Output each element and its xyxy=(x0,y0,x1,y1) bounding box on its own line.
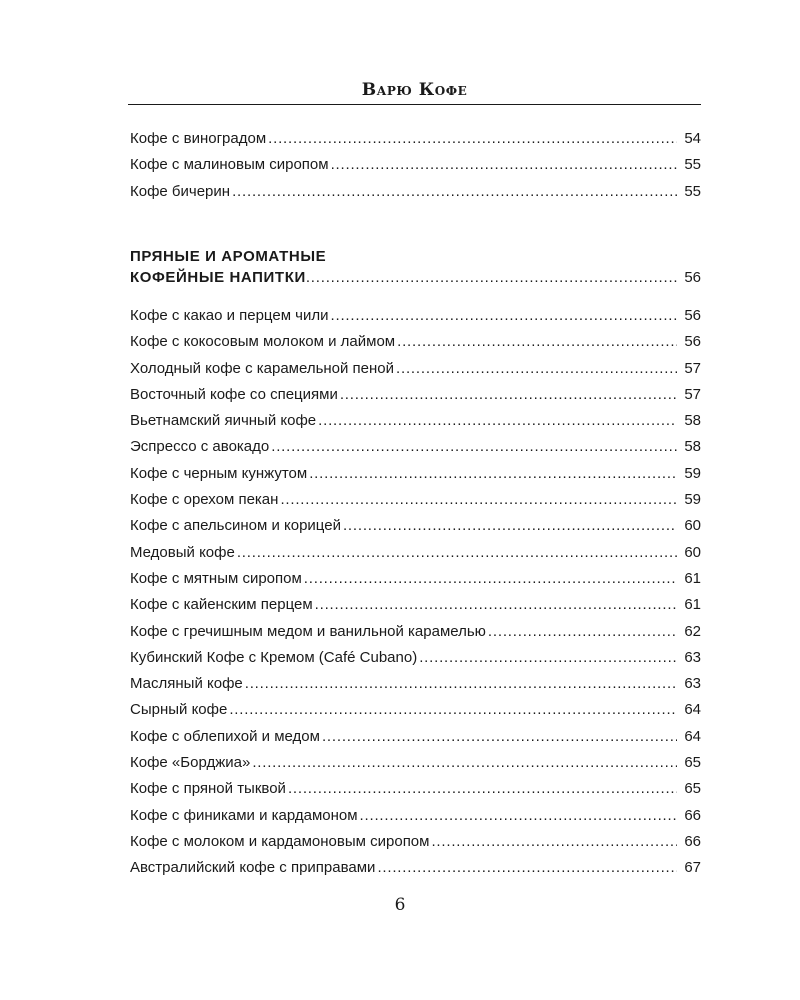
toc-entry[interactable] xyxy=(130,329,701,355)
toc-leader-dots xyxy=(377,855,677,881)
toc-entry-title: Кофе с кокосовым молоком и лаймом xyxy=(130,333,396,351)
toc-leader-dots xyxy=(397,329,677,355)
toc-entry[interactable] xyxy=(130,671,701,697)
toc-entry-title: Кофе с пряной тыквой xyxy=(130,780,286,798)
toc-entry[interactable] xyxy=(130,487,701,513)
toc-entry[interactable] xyxy=(130,179,701,205)
toc-leader-dots xyxy=(419,645,677,671)
toc-entry-title: Австралийский кофе с приправами xyxy=(130,859,376,877)
toc-entry-page: 55 xyxy=(684,182,701,200)
toc-leader-dots xyxy=(331,152,677,178)
toc-entry[interactable] xyxy=(130,566,701,592)
toc-entry-page: 60 xyxy=(684,543,701,561)
toc-entry-title: Кофе «Борджиа» xyxy=(130,754,251,772)
toc-top-list xyxy=(130,126,701,205)
toc-leader-dots xyxy=(280,487,677,513)
toc-entry[interactable] xyxy=(130,513,701,539)
toc-entry-title: Кофе с малиновым сиропом xyxy=(130,156,329,174)
toc-leader-dots xyxy=(309,461,677,487)
section-page: 56 xyxy=(684,269,701,286)
toc-entry-title: Кофе с молоком и кардамоновым сиропом xyxy=(130,832,430,850)
toc-entry-title: Кофе с виноградом xyxy=(130,130,267,147)
toc-entry-page: 61 xyxy=(684,596,701,614)
toc-entry[interactable] xyxy=(130,408,701,434)
toc-leader-dots xyxy=(237,540,677,566)
toc-section-list xyxy=(130,303,701,882)
toc-leader-dots xyxy=(331,303,677,329)
toc-entry-page: 65 xyxy=(684,754,701,772)
toc-entry[interactable] xyxy=(130,724,701,750)
toc-entry-title: Эспрессо с авокадо xyxy=(130,438,270,456)
toc-entry-page: 56 xyxy=(684,333,701,351)
toc-entry-page: 65 xyxy=(684,780,701,798)
toc-leader-dots xyxy=(360,803,677,829)
toc-entry-title: Кофе с какао и перцем чили xyxy=(130,307,329,324)
toc-entry[interactable] xyxy=(130,592,701,618)
toc-leader-dots xyxy=(304,566,677,592)
running-header: Варю Кофе xyxy=(361,80,468,100)
toc-entry-page: 58 xyxy=(684,412,701,430)
toc-entry-title: Масляный кофе xyxy=(130,675,243,693)
toc-entry-title: Кофе с гречишным медом и ванильной карамелью xyxy=(130,622,486,640)
toc-leader-dots xyxy=(431,829,677,855)
toc-leader-dots xyxy=(340,382,677,408)
toc-entry-page: 67 xyxy=(684,859,701,877)
toc-entry[interactable] xyxy=(130,434,701,460)
toc-leader-dots xyxy=(315,592,677,618)
toc-leader-dots xyxy=(488,619,677,645)
section-title-line1: ПРЯНЫЕ И АРОМАТНЫЕ xyxy=(130,248,327,265)
toc-leader-dots xyxy=(318,408,677,434)
toc-leader-dots xyxy=(232,179,677,205)
toc-leader-dots xyxy=(268,126,677,152)
toc-leader-dots xyxy=(252,750,677,776)
toc-entry-title: Кофе с мятным сиропом xyxy=(130,569,302,587)
toc-entry-page: 59 xyxy=(684,464,701,482)
page-number: 6 xyxy=(394,895,406,915)
toc-entry-page: 64 xyxy=(684,727,701,745)
toc-entry-title: Вьетнамский яичный кофе xyxy=(130,412,317,430)
toc-entry-page: 64 xyxy=(684,701,701,719)
toc-entry[interactable] xyxy=(130,803,701,829)
toc-entry[interactable] xyxy=(130,356,701,382)
toc-entry-title: Кофе с черным кунжутом xyxy=(130,464,308,482)
toc-leader-dots xyxy=(306,267,678,288)
toc-entry-title: Медовый кофе xyxy=(130,543,235,561)
toc-entry[interactable] xyxy=(130,645,701,671)
toc-entry[interactable] xyxy=(130,382,701,408)
toc-entry-title: Кофе бичерин xyxy=(130,182,231,200)
toc-entry-page: 60 xyxy=(684,517,701,535)
toc-leader-dots xyxy=(288,776,677,802)
toc-entry-page: 63 xyxy=(684,648,701,666)
toc-entry-page: 57 xyxy=(684,385,701,403)
toc-entry-page: 63 xyxy=(684,675,701,693)
toc-entry[interactable] xyxy=(130,303,701,329)
toc-entry-page: 54 xyxy=(684,130,701,147)
toc-section-heading[interactable] xyxy=(130,246,701,288)
toc-entry-page: 62 xyxy=(684,622,701,640)
toc-entry-page: 56 xyxy=(684,307,701,324)
toc-entry-page: 61 xyxy=(684,569,701,587)
toc-entry-page: 66 xyxy=(684,832,701,850)
toc-entry[interactable] xyxy=(130,152,701,178)
section-title-line2: КОФЕЙНЫЕ НАПИТКИ xyxy=(130,269,306,286)
toc-entry[interactable] xyxy=(130,829,701,855)
toc-leader-dots xyxy=(343,513,677,539)
toc-entry-title: Сырный кофе xyxy=(130,701,228,719)
toc-entry-title: Кофе с орехом пекан xyxy=(130,491,279,509)
toc-entry-title: Кофе с облепихой и медом xyxy=(130,727,320,745)
toc-leader-dots xyxy=(271,434,677,460)
toc-entry-page: 66 xyxy=(684,806,701,824)
toc-entry-title: Кофе с апельсином и корицей xyxy=(130,517,341,535)
toc-entry-page: 58 xyxy=(684,438,701,456)
toc-entry-title: Кофе с кайенским перцем xyxy=(130,596,313,614)
toc-entry-title: Холодный кофе с карамельной пеной xyxy=(130,359,395,377)
header-rule xyxy=(128,104,701,105)
toc-entry-page: 59 xyxy=(684,491,701,509)
toc-entry[interactable] xyxy=(130,697,701,723)
toc-leader-dots xyxy=(229,697,677,723)
toc-entry-page: 57 xyxy=(684,359,701,377)
toc-entry[interactable] xyxy=(130,750,701,776)
toc-entry[interactable] xyxy=(130,776,701,802)
toc-entry[interactable] xyxy=(130,461,701,487)
toc-entry[interactable] xyxy=(130,126,701,152)
toc-entry-title: Кубинский Кофе с Кремом (Café Cubano) xyxy=(130,648,418,666)
toc-entry[interactable] xyxy=(130,855,701,881)
toc-leader-dots xyxy=(322,724,677,750)
toc-entry-title: Кофе с финиками и кардамоном xyxy=(130,806,358,824)
toc-leader-dots xyxy=(245,671,677,697)
toc-entry[interactable] xyxy=(130,540,701,566)
toc-entry[interactable] xyxy=(130,619,701,645)
toc-leader-dots xyxy=(396,356,677,382)
toc-entry-page: 55 xyxy=(684,156,701,174)
toc-entry-title: Восточный кофе со специями xyxy=(130,385,338,403)
